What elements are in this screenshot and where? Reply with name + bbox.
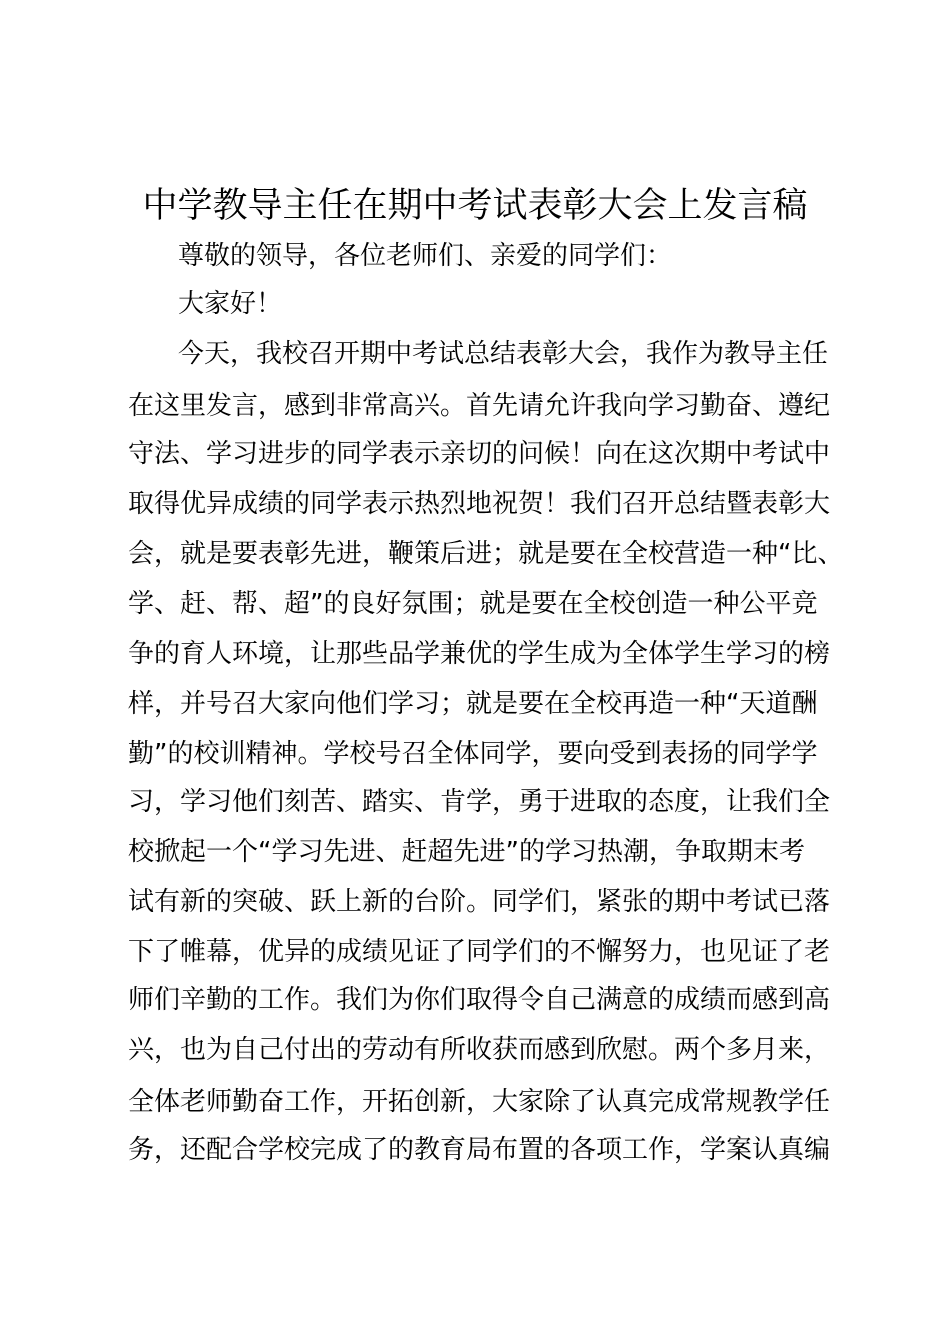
body-text-line: 习，学习他们刻苦、踏实、肯学，勇于进取的态度，让我们全 [128,787,831,817]
body-text-line: 样，并号召大家向他们学习；就是要在全校再造一种“天道酬 [128,689,818,719]
hello-line: 大家好！ [178,289,283,319]
body-text-line: 试有新的突破、跃上新的台阶。同学们，紧张的期中考试已落 [128,887,831,917]
body-text-line: 勤”的校训精神。学校号召全体同学，要向受到表扬的同学学 [128,739,818,769]
body-text-line: 在这里发言，感到非常高兴。首先请允许我向学习勤奋、遵纪 [128,391,831,421]
document-title: 中学教导主任在期中考试表彰大会上发言稿 [142,186,808,226]
greeting-line: 尊敬的领导，各位老师们、亲爱的同学们： [178,241,673,271]
body-text-line: 师们辛勤的工作。我们为你们取得令自己满意的成绩而感到高 [128,985,831,1015]
body-text-line: 学、赶、帮、超”的良好氛围；就是要在全校创造一种公平竞 [128,589,818,619]
body-text-line: 会，就是要表彰先进，鞭策后进；就是要在全校营造一种“比、 [128,539,844,569]
body-text-line: 务，还配合学校完成了的教育局布置的各项工作，学案认真编 [128,1135,831,1165]
body-text-line: 全体老师勤奋工作，开拓创新，大家除了认真完成常规教学任 [128,1087,831,1117]
body-text-line: 守法、学习进步的同学表示亲切的问候！向在这次期中考试中 [128,439,831,469]
body-text-line: 今天，我校召开期中考试总结表彰大会，我作为教导主任 [178,339,829,369]
body-text-line: 取得优异成绩的同学表示热烈地祝贺！我们召开总结暨表彰大 [128,489,831,519]
body-text-line: 校掀起一个“学习先进、赶超先进”的学习热潮，争取期末考 [128,837,805,867]
body-text-line: 兴，也为自己付出的劳动有所收获而感到欣慰。两个多月来， [128,1035,831,1065]
body-text-line: 争的育人环境，让那些品学兼优的学生成为全体学生学习的榜 [128,639,831,669]
body-text-line: 下了帷幕，优异的成绩见证了同学们的不懈努力，也见证了老 [128,937,831,967]
